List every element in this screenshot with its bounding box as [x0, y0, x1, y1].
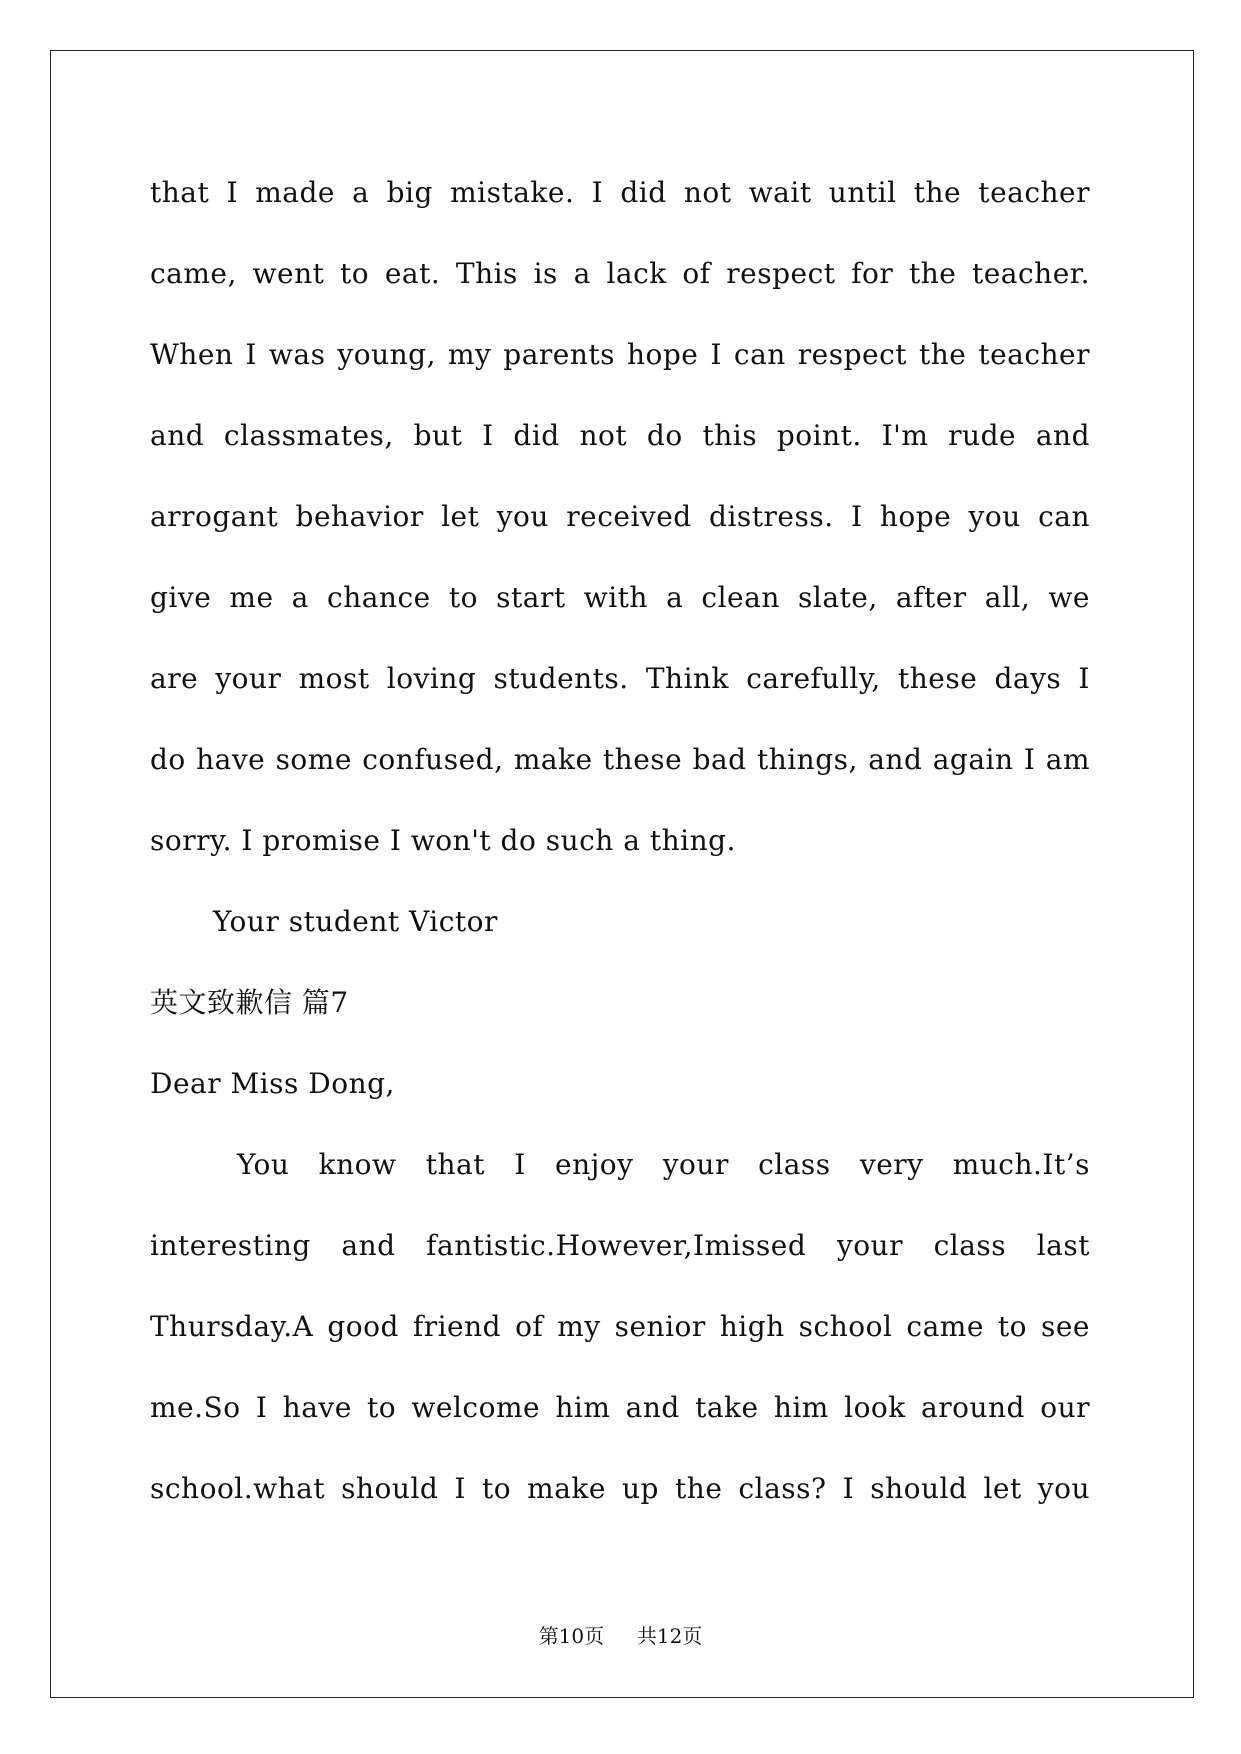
letter-line-3: Thursday.A good friend of my senior high school came to see [150, 1310, 1090, 1343]
body-line-6: give me a chance to start with a clean slate, after all, we [150, 581, 1090, 614]
page-current: 第10页 [538, 1624, 605, 1648]
letter-line-2: interesting and fantistic.However,Imissed your class last [150, 1229, 1090, 1262]
page-frame [50, 50, 1194, 1698]
page-total: 共12页 [636, 1624, 703, 1648]
signature: Your student Victor [213, 905, 498, 938]
body-line-1: that I made a big mistake. I did not wait until the teacher [150, 176, 1090, 209]
body-line-4: and classmates, but I did not do this point. I'm rude and [150, 419, 1090, 452]
section-heading: 英文致歉信 篇7 [150, 986, 349, 1019]
body-line-3: When I was young, my parents hope I can respect the teacher [150, 338, 1090, 371]
salutation: Dear Miss Dong, [150, 1067, 395, 1100]
letter-line-1: You know that I enjoy your class very much.It’s [237, 1148, 1090, 1181]
letter-line-5: school.what should I to make up the class? I should let you [150, 1472, 1090, 1505]
body-line-8: do have some confused, make these bad things, and again I am [150, 743, 1090, 776]
letter-line-4: me.So I have to welcome him and take him look around our [150, 1391, 1090, 1424]
body-line-9: sorry. I promise I won't do such a thing. [150, 824, 736, 857]
page-footer [0, 1622, 1241, 1650]
body-line-7: are your most loving students. Think carefully, these days I [150, 662, 1090, 695]
body-line-2: came, went to eat. This is a lack of respect for the teacher. [150, 257, 1090, 290]
body-line-5: arrogant behavior let you received distress. I hope you can [150, 500, 1090, 533]
